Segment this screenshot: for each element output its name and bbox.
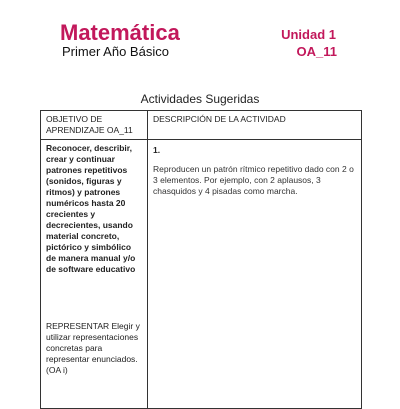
objective-cell: [41, 140, 148, 409]
objective-text: Reconocer, describir, crear y continuar patrones repetitivos (sonidos, figuras y ritmos) y patrones numéricos hasta 20 crecientes y decrecientes, usando material concreto, pictórico y simbólico de manera manual y/o de software educativo: [46, 143, 136, 274]
table-row: [41, 140, 362, 409]
section-title: Actividades Sugeridas: [140, 92, 260, 106]
spacer: [46, 275, 142, 321]
description-cell: [148, 140, 362, 409]
unit-label: Unidad 1: [281, 27, 336, 42]
header-objective: OBJETIVO DE APRENDIZAJE OA_11: [41, 111, 148, 140]
header-description: DESCRIPCIÓN DE LA ACTIVIDAD: [148, 111, 362, 140]
grade-label: Primer Año Básico: [62, 44, 169, 59]
table-header-row: [41, 111, 362, 140]
activity-number: 1.: [153, 145, 161, 155]
activity-description: Reproducen un patrón rítmico repetitivo dado con 2 o 3 elementos. Por ejemplo, con 2 aplausos, 3 chasquidos y 4 pisadas como marcha.: [153, 164, 354, 196]
oa-code: OA_11: [296, 44, 337, 59]
activities-table: [40, 110, 362, 409]
subject-title: Matemática: [60, 20, 180, 45]
represent-text: REPRESENTAR Elegir y utilizar representaciones concretas para representar enunciados. (OA i): [46, 321, 140, 375]
